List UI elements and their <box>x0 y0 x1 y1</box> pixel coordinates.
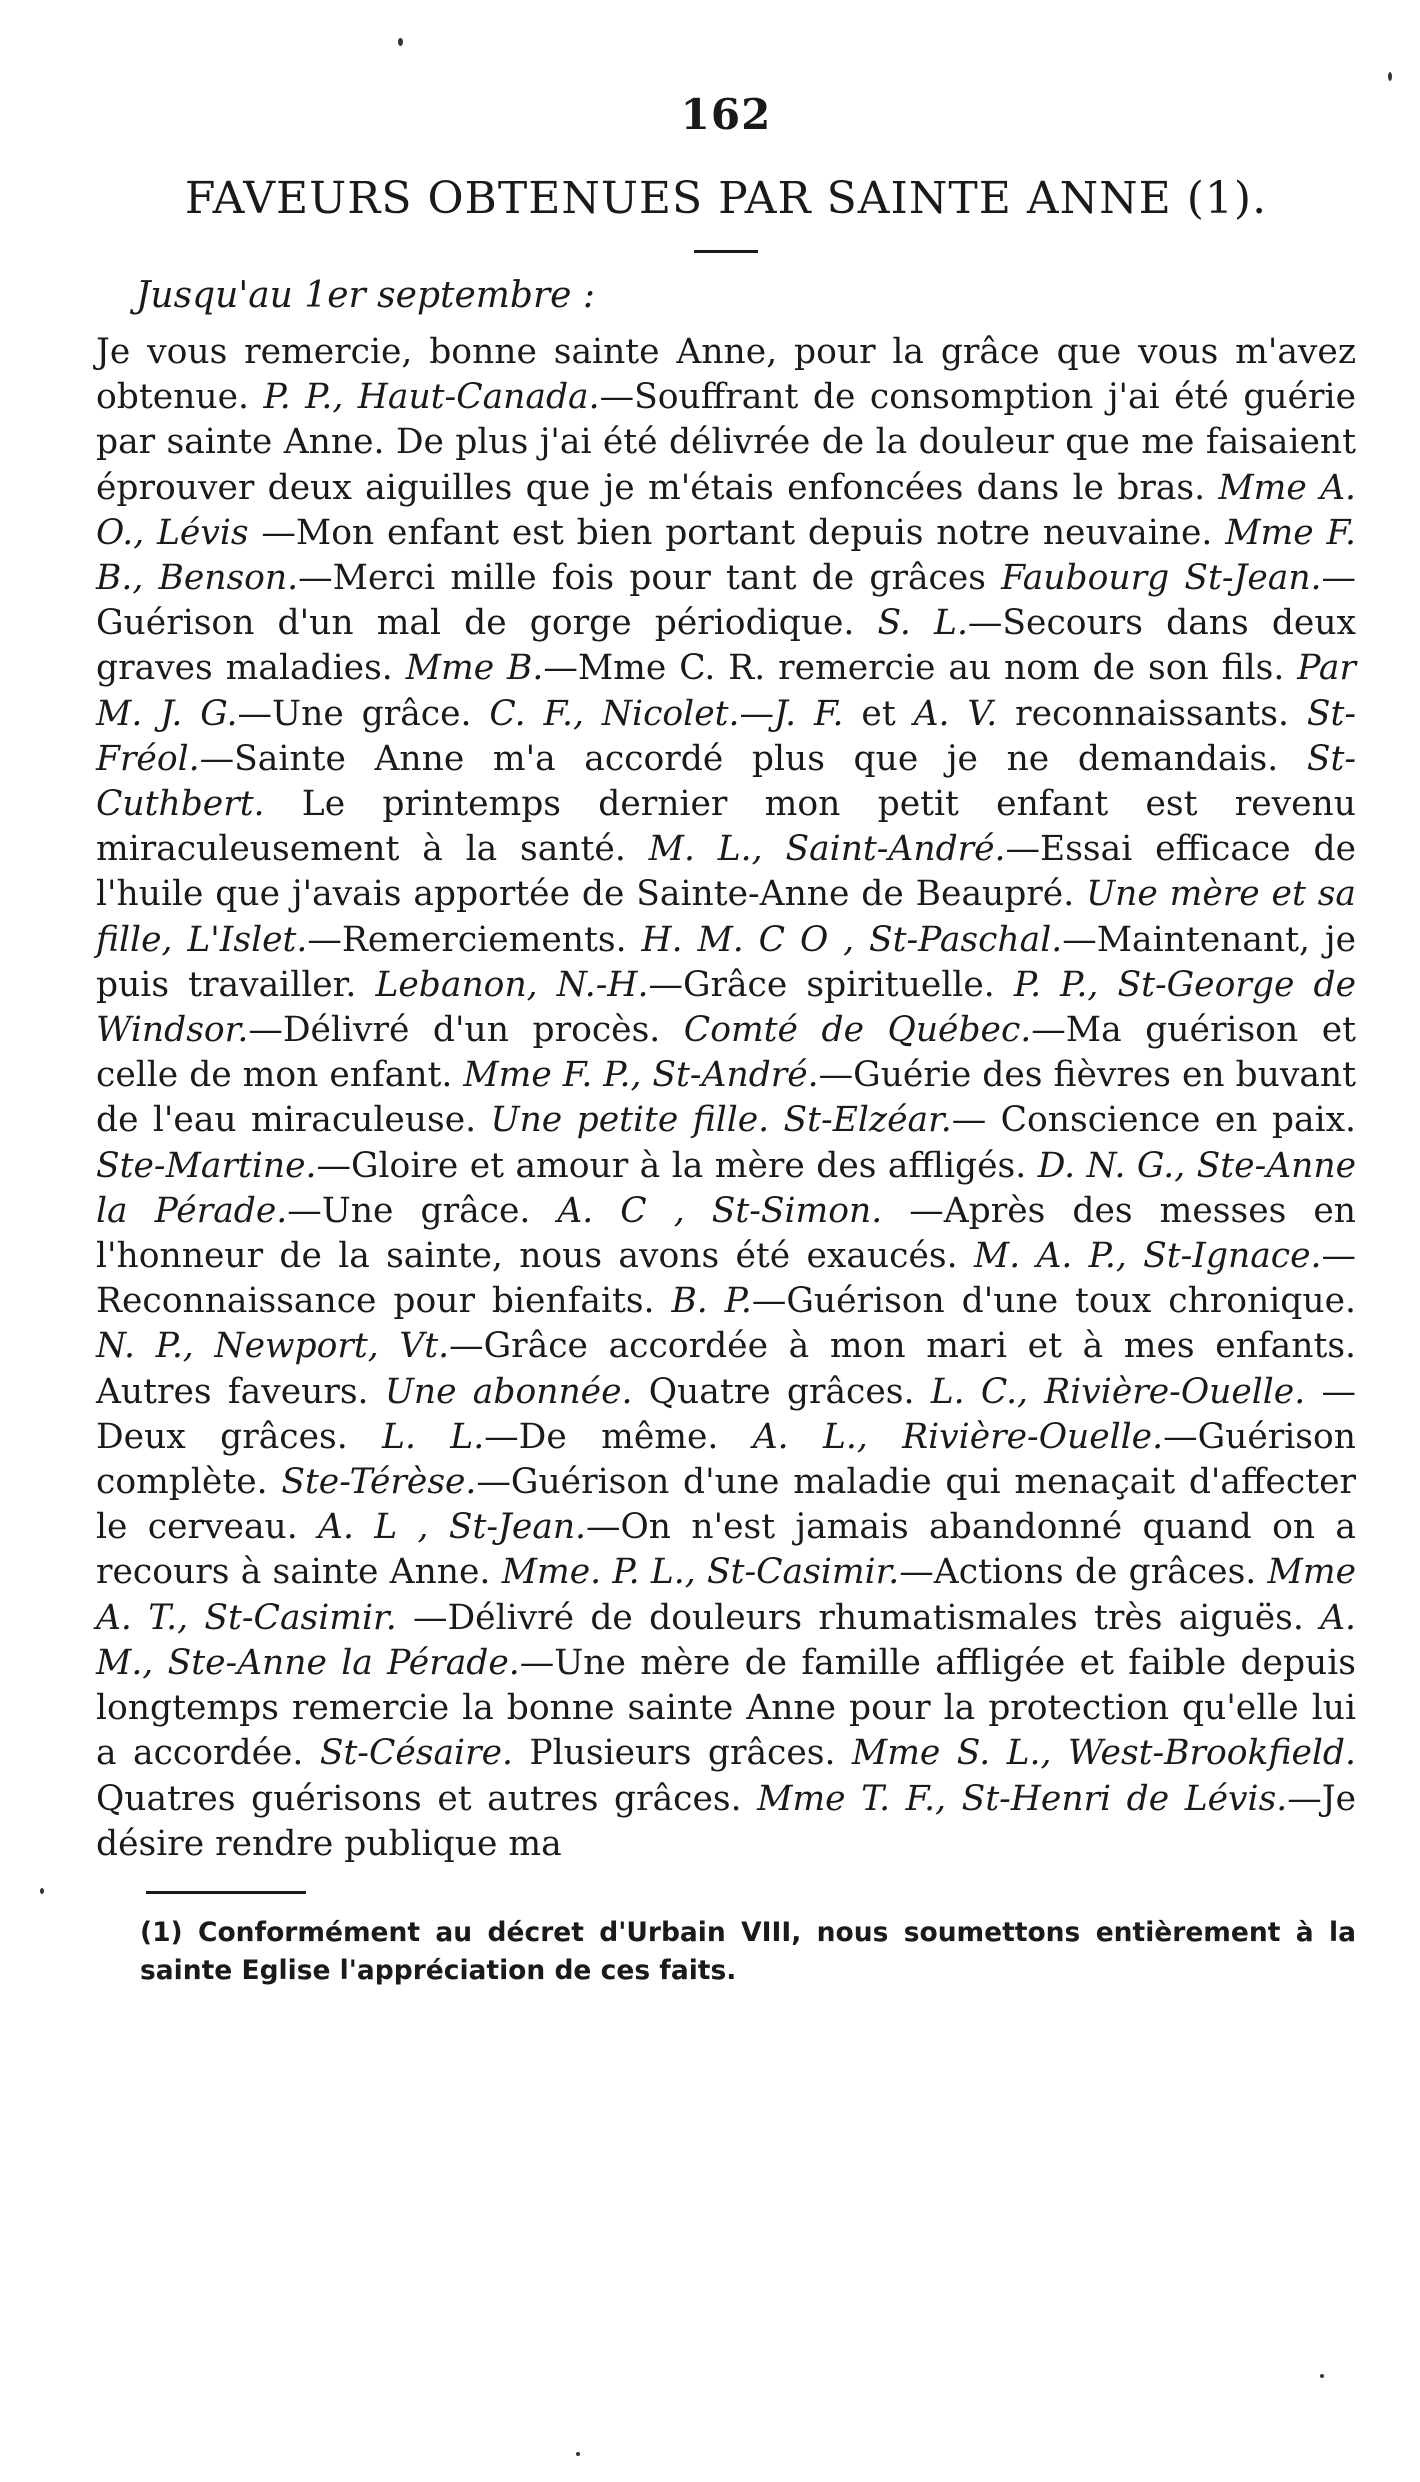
title-rule <box>694 250 758 253</box>
text-segment: —Reconnaissance pour bienfaits. <box>96 1236 1356 1322</box>
text-segment: —Délivré de douleurs rhumatismales très aiguës. <box>396 1597 1321 1638</box>
text-segment: —Secours dans deux graves maladies. <box>96 603 1357 689</box>
signature-segment: Mme F. P., St-André. <box>463 1055 819 1096</box>
signature-segment: H. M. C O , St-Paschal. <box>641 919 1063 960</box>
signature-segment: Une abonnée. <box>384 1371 633 1412</box>
text-segment: —Mme C. R. remercie au nom de son fils. <box>543 648 1298 689</box>
footnote-rule <box>146 1891 306 1894</box>
signature-segment: A. C , St-Simon. <box>557 1190 883 1231</box>
signature-segment: Lebanon, N.-H. <box>375 964 649 1005</box>
text-segment: —Grâce accordée à mon mari et à mes enfants. Autres faveurs. <box>96 1326 1356 1412</box>
signature-segment: Mme S. L., West-Brookfield. <box>851 1733 1356 1774</box>
text-segment: Je vous remercie, bonne sainte Anne, pour la grâce que vous m'avez obtenue. <box>96 332 1356 418</box>
text-segment: —Actions de grâces. <box>899 1552 1268 1593</box>
text-segment: —Essai efficace de l'huile que j'avais apportée de Sainte-Anne de Beaupré. <box>96 829 1356 915</box>
signature-segment: A. L , St-Jean. <box>318 1507 587 1548</box>
text-segment: —Merci mille fois pour tant de grâces <box>298 558 1002 599</box>
text-segment: —De même. <box>484 1416 753 1457</box>
signature-segment: Mme T. F., St-Henri de Lévis. <box>757 1778 1288 1819</box>
text-segment: —Guérison d'une toux chronique. <box>751 1281 1356 1322</box>
signature-segment: A. M., Ste-Anne la Pérade. <box>96 1597 1357 1683</box>
text-segment: —Guérison d'une maladie qui menaçait d'affecter le cerveau. <box>96 1462 1356 1548</box>
signature-segment: A. L., Rivière-Ouelle. <box>752 1416 1164 1457</box>
text-segment: —Mon enfant est bien portant depuis notre neuvaine. <box>248 512 1226 553</box>
text-segment: —Une grâce. <box>237 693 490 734</box>
text-segment: —On n'est jamais abandonné quand on a recours à sainte Anne. <box>96 1507 1356 1593</box>
signature-segment: Mme. P. L., St-Casimir. <box>501 1552 900 1593</box>
text-segment: — Conscience en paix. <box>951 1100 1356 1141</box>
signature-segment: N. P., Newport, Vt. <box>96 1326 450 1367</box>
text-segment: —Ma guérison et celle de mon enfant. <box>96 1010 1356 1096</box>
signature-segment: J. F. <box>773 693 844 734</box>
text-segment: — <box>739 693 774 734</box>
signature-segment: Mme A. T., St-Casimir. <box>96 1552 1356 1638</box>
text-segment: —Guérison d'un mal de gorge périodique. <box>96 558 1357 644</box>
text-segment: —Grâce spirituelle. <box>648 964 1014 1005</box>
signature-segment: L. L. <box>382 1416 485 1457</box>
text-segment: —Guérison complète. <box>96 1416 1356 1503</box>
text-segment: —Délivré d'un procès. <box>248 1010 684 1051</box>
text-segment: —Souffrant de consomption j'ai été guérie par sainte Anne. De plus j'ai été délivrée de la douleur que me faisaient éprouver deux aiguilles que je m'étais enfoncées dans le bras. <box>96 377 1356 508</box>
signature-segment: Une petite fille. St-Elzéar. <box>490 1100 952 1141</box>
text-segment: —Je désire rendre publique ma <box>96 1778 1356 1864</box>
signature-segment: A. V. <box>913 693 998 734</box>
signature-segment: Mme A. O., Lévis <box>96 467 1356 553</box>
text-segment: —Après des messes en l'honneur de la sainte, nous avons été exaucés. <box>96 1190 1356 1277</box>
text-segment: Quatres guérisons et autres grâces. <box>96 1778 758 1819</box>
signature-segment: Une mère et sa fille, L'Islet. <box>96 874 1356 960</box>
scan-speck <box>1388 72 1392 81</box>
signature-segment: Ste-Martine. <box>96 1145 317 1186</box>
text-segment: —Deux grâces. <box>96 1371 1356 1457</box>
footnote: (1) Conformément au décret d'Urbain VIII, nous soumettons entièrement à la sainte Eglise l'appréciation de ces faits. <box>140 1916 1356 1986</box>
page-number: 162 <box>680 90 772 139</box>
scan-speck <box>398 38 403 46</box>
signature-segment: Ste-Térèse. <box>281 1462 477 1503</box>
text-segment: —Guérie des fièvres en buvant de l'eau miraculeuse. <box>96 1055 1357 1141</box>
signature-segment: Faubourg St-Jean. <box>1001 558 1322 599</box>
text-segment: —Une grâce. <box>287 1190 558 1231</box>
testimonials-paragraph <box>96 330 1356 1867</box>
text-segment: —Sainte Anne m'a accordé plus que je ne demandais. <box>199 738 1307 779</box>
text-segment: Le printemps dernier mon petit enfant est revenu miraculeusement à la santé. <box>96 784 1356 870</box>
text-segment: Plusieurs grâces. <box>512 1733 852 1774</box>
signature-segment: St-Fréol. <box>96 693 1356 779</box>
text-segment: et <box>843 693 914 734</box>
signature-segment: B. P. <box>671 1281 752 1322</box>
book-page <box>96 90 1356 1990</box>
scan-speck <box>1320 2374 1324 2378</box>
signature-segment: M. A. P., St-Ignace. <box>973 1236 1322 1277</box>
text-segment: reconnaissants. <box>997 693 1307 734</box>
signature-segment: C. F., Nicolet. <box>489 693 740 734</box>
signature-segment: St-Cuthbert. <box>96 738 1356 825</box>
text-segment: —Remerciements. <box>307 919 642 960</box>
signature-segment: S. L. <box>877 603 968 644</box>
scan-speck <box>40 1888 44 1894</box>
signature-segment: St-Césaire. <box>319 1733 513 1774</box>
signature-segment: M. L., Saint-André. <box>648 829 1006 870</box>
signature-segment: L. C., Rivière-Ouelle. <box>930 1371 1306 1412</box>
text-segment: —Une mère de famille affligée et faible depuis longtemps remercie la bonne sainte Anne pour la protection qu'elle lui a accordée. <box>96 1642 1356 1774</box>
signature-segment: Mme B. <box>405 648 544 689</box>
text-segment: —Gloire et amour à la mère des affligés. <box>316 1145 1038 1186</box>
text-segment: Quatre grâces. <box>632 1371 931 1412</box>
signature-segment: Comté de Québec. <box>683 1010 1032 1051</box>
intro-line: Jusqu'au 1er septembre : <box>136 275 596 316</box>
text-segment: —Maintenant, je puis travailler. <box>96 919 1356 1005</box>
signature-segment: P. P., St-George de Windsor. <box>96 964 1356 1051</box>
signature-segment: P. P., Haut-Canada. <box>263 377 600 418</box>
section-title: FAVEURS OBTENUES PAR SAINTE ANNE (1). <box>184 173 1268 224</box>
signature-segment: D. N. G., Ste-Anne la Pérade. <box>96 1145 1356 1231</box>
signature-segment: Par M. J. G. <box>96 648 1356 734</box>
scan-speck <box>576 2452 580 2456</box>
signature-segment: Mme F. B., Benson. <box>96 512 1356 599</box>
